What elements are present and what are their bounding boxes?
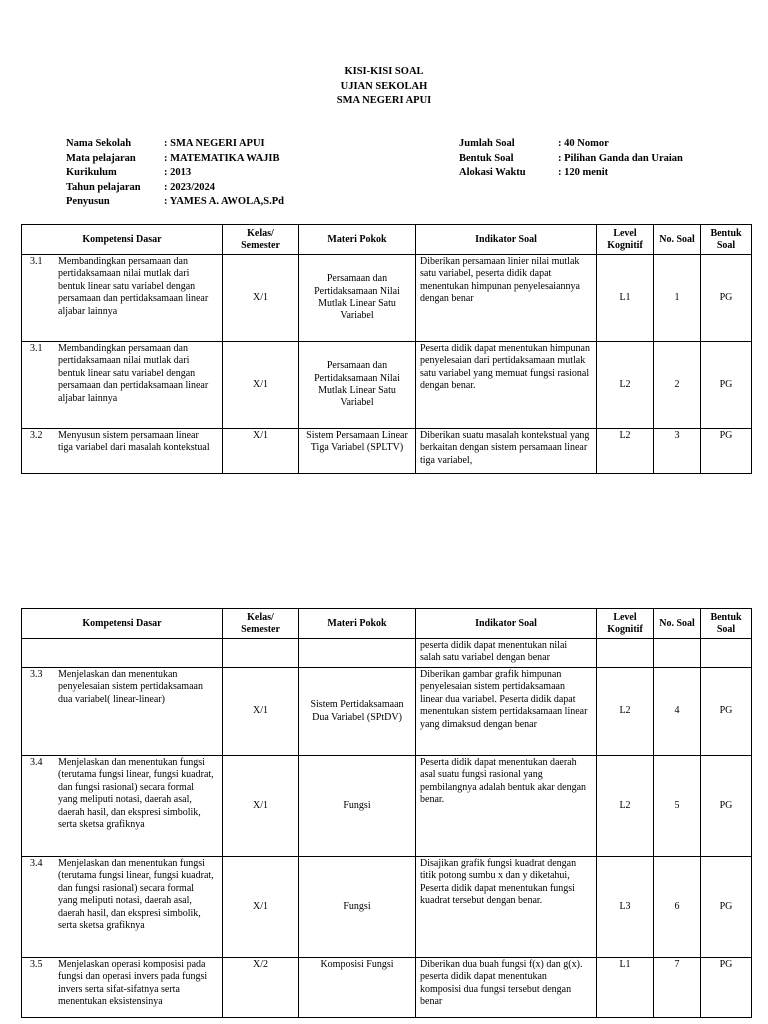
no-cell: 2 [654,342,701,429]
info-value: : Pilihan Ganda dan Uraian [558,152,683,164]
info-value: : YAMES A. AWOLA,S.Pd [164,196,285,208]
materi-cell [299,639,416,668]
kd-text: Menjelaskan dan menentukan penyelesaian sistem pertidaksamaan dua variabel( linear-linear) [58,669,203,705]
level-cell: L2 [597,342,654,429]
kelas-cell: X/1 [223,756,299,857]
materi-cell: Komposisi Fungsi [299,958,416,1018]
kd-number: 3.5 [30,959,43,970]
info-label: Penyusun [66,196,110,208]
kd-cell [22,756,223,857]
table-row [22,429,752,474]
info-label: Jumlah Soal [459,138,515,149]
header-level-kognitif: Level Kognitif [597,609,654,639]
header-indikator-soal: Indikator Soal [416,225,597,255]
table-row [22,857,752,958]
info-label: Nama Sekolah [66,138,132,149]
kd-cell [22,958,223,1018]
header-indikator-soal: Indikator Soal [416,609,597,639]
info-label: Alokasi Waktu [459,167,526,179]
indikator-cell: Diberikan dua buah fungsi f(x) dan g(x). peserta didik dapat menentukan komposisi dua fungsi tersebut dengan benar [416,958,597,1018]
info-row [66,195,284,210]
header-level-kognitif: Level Kognitif [597,225,654,255]
kd-number: 3.4 [30,858,43,869]
kd-text: Menjelaskan dan menentukan fungsi (terutama fungsi linear, fungsi kuadrat, dan fungsi rasional) secara formal yang meliputi notasi, daerah asal, daerah hasil, dan ekspresi simbolik, serta sketsa grafiknya [58,858,214,932]
bentuk-cell: PG [701,668,752,756]
kd-cell [22,255,223,342]
kd-number: 3.4 [30,757,43,768]
kelas-cell: X/1 [223,429,299,474]
info-label: Mata pelajaran [66,152,136,164]
header-kompetensi-dasar: Kompetensi Dasar [22,225,223,255]
kd-number: 3.2 [30,430,43,441]
no-cell: 5 [654,756,701,857]
info-row [66,181,284,196]
header-kelas-semester: Kelas/ Semester [223,225,299,255]
exam-info [459,137,683,181]
kelas-cell: X/1 [223,255,299,342]
grid-table-2 [21,608,752,1018]
kd-number: 3.1 [30,256,43,267]
materi-cell: Fungsi [299,857,416,958]
level-cell: L1 [597,958,654,1018]
info-row [66,137,284,152]
info-label: Bentuk Soal [459,152,514,164]
no-cell: 6 [654,857,701,958]
info-value: : MATEMATIKA WAJIB [164,152,280,164]
document-title [0,65,768,109]
bentuk-cell: PG [701,958,752,1018]
no-cell [654,639,701,668]
header-kompetensi-dasar: Kompetensi Dasar [22,609,223,639]
kelas-cell: X/1 [223,668,299,756]
indikator-cell: Diberikan suatu masalah kontekstual yang berkaitan dengan sistem persamaan linear tiga variabel, [416,429,597,474]
bentuk-cell: PG [701,255,752,342]
level-cell: L3 [597,857,654,958]
table-header-row [22,609,752,639]
info-value: : SMA NEGERI APUI [164,138,265,149]
info-row [459,152,683,167]
kd-cell [22,429,223,474]
kelas-cell: X/1 [223,857,299,958]
no-cell: 3 [654,429,701,474]
kd-cell [22,639,223,668]
level-cell [597,639,654,668]
table-row-continuation [22,639,752,668]
materi-cell: Persamaan dan Pertidaksamaan Nilai Mutlak Linear Satu Variabel [299,255,416,342]
info-label: Kurikulum [66,167,117,179]
indikator-cell: Diberikan persamaan linier nilai mutlak satu variabel, peserta didik dapat menentukan himpunan penyelesaiannya dengan benar [416,255,597,342]
indikator-cell: peserta didik dapat menentukan nilai salah satu variabel dengan benar [416,639,597,668]
title-line-2: UJIAN SEKOLAH [340,80,428,92]
info-value: : 2023/2024 [164,181,216,193]
indikator-cell: Disajikan grafik fungsi kuadrat dengan titik potong sumbu x dan y diketahui, Peserta didik dapat menentukan fungsi kuadrat tersebut dengan benar. [416,857,597,958]
info-row [66,166,284,181]
header-materi-pokok: Materi Pokok [299,609,416,639]
bentuk-cell: PG [701,857,752,958]
header-bentuk-soal: Bentuk Soal [701,225,752,255]
kd-text: Menyusun sistem persamaan linear tiga variabel dari masalah kontekstual [58,430,210,454]
table-header-row [22,225,752,255]
table-row [22,255,752,342]
table-row [22,756,752,857]
header-bentuk-soal: Bentuk Soal [701,609,752,639]
materi-cell: Sistem Persamaan Linear Tiga Variabel (SPLTV) [299,429,416,474]
no-cell: 1 [654,255,701,342]
materi-cell: Persamaan dan Pertidaksamaan Nilai Mutlak Linear Satu Variabel [299,342,416,429]
indikator-cell: Peserta didik dapat menentukan daerah asal suatu fungsi rasional yang pembilangnya adalah bentuk akar dengan benar. [416,756,597,857]
table-row [22,958,752,1018]
grid-table-1 [21,224,752,474]
info-row [459,166,683,181]
kd-text: Membandingkan persamaan dan pertidaksamaan nilai mutlak dari bentuk linear satu variabel dengan persamaan dan pertidaksamaan linear aljabar lainnya [58,343,209,404]
bentuk-cell [701,639,752,668]
level-cell: L2 [597,756,654,857]
info-row [459,137,683,152]
kd-text: Menjelaskan operasi komposisi pada fungsi dan operasi invers pada fungsi invers serta sifat-sifatnya serta menentukan eksistensinya [58,959,208,1008]
info-value: : 120 menit [558,167,609,179]
info-value: : 2013 [164,167,192,179]
kelas-cell: X/1 [223,342,299,429]
table-row [22,342,752,429]
materi-cell: Fungsi [299,756,416,857]
indikator-cell: Diberikan gambar grafik himpunan penyelesaian sistem pertidaksamaan linear dua variabel. Peserta didik dapat menentukan sistem pertidaksamaan linear yang dimaksud dengan benar [416,668,597,756]
header-kelas-semester: Kelas/ Semester [223,609,299,639]
no-cell: 7 [654,958,701,1018]
kd-number: 3.1 [30,343,43,354]
kd-number: 3.3 [30,669,43,680]
bentuk-cell: PG [701,342,752,429]
materi-cell: Sistem Pertidaksamaan Dua Variabel (SPtDV) [299,668,416,756]
table-row [22,668,752,756]
info-row [66,152,284,167]
header-no-soal: No. Soal [654,225,701,255]
level-cell: L2 [597,668,654,756]
kd-cell [22,668,223,756]
kelas-cell [223,639,299,668]
info-label: Tahun pelajaran [66,181,141,193]
level-cell: L1 [597,255,654,342]
title-line-3: SMA NEGERI APUI [336,95,432,106]
kd-cell [22,857,223,958]
kd-cell [22,342,223,429]
header-no-soal: No. Soal [654,609,701,639]
kd-text: Menjelaskan dan menentukan fungsi (terutama fungsi linear, fungsi kuadrat, dan fungsi rasional) secara formal yang meliputi notasi, daerah asal, daerah hasil, dan ekspresi simbolik, serta sketsa grafiknya [58,757,214,831]
bentuk-cell: PG [701,756,752,857]
level-cell: L2 [597,429,654,474]
title-line-1: KISI-KISI SOAL [344,66,424,77]
school-info [66,137,284,210]
indikator-cell: Peserta didik dapat menentukan himpunan penyelesaian dari pertidaksamaan mutlak satu variabel yang memuat fungsi rasional dengan benar. [416,342,597,429]
bentuk-cell: PG [701,429,752,474]
kelas-cell: X/2 [223,958,299,1018]
info-value: : 40 Nomor [558,138,609,149]
kd-text: Membandingkan persamaan dan pertidaksamaan nilai mutlak dari bentuk linear satu variabel dengan persamaan dan pertidaksamaan linear aljabar lainnya [58,256,209,317]
no-cell: 4 [654,668,701,756]
header-materi-pokok: Materi Pokok [299,225,416,255]
